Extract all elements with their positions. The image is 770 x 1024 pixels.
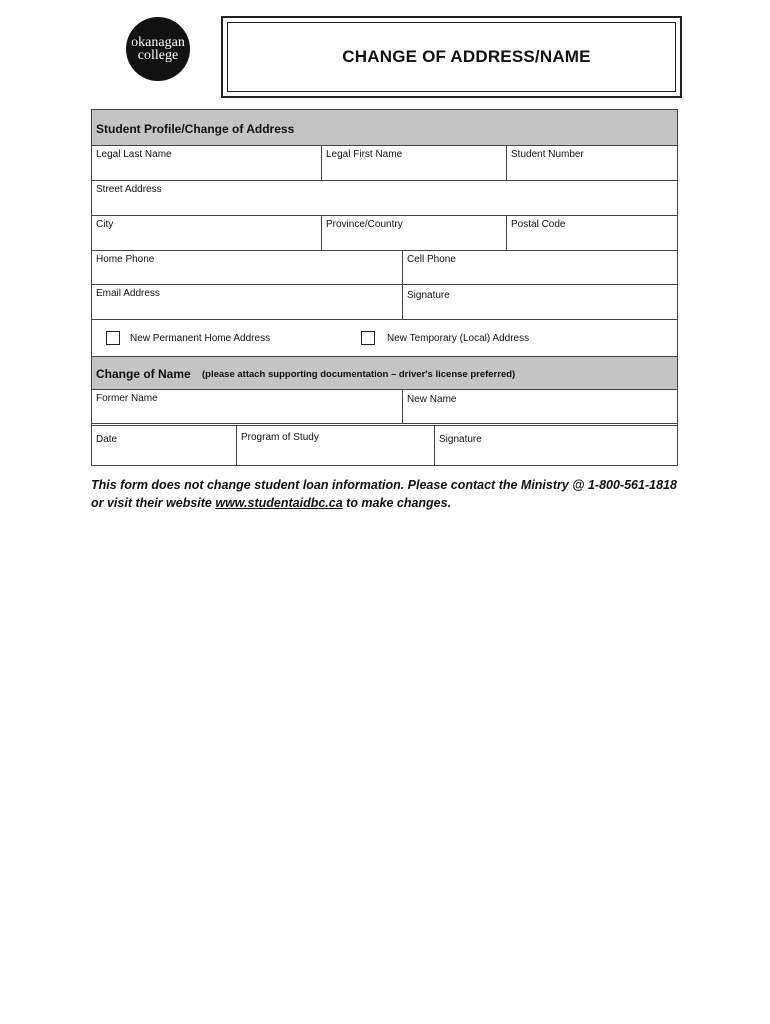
date-program-row [92, 426, 677, 465]
city-label: City [96, 219, 114, 230]
legal-last-name-label: Legal Last Name [96, 149, 172, 160]
legal-last-name-field[interactable] [92, 146, 321, 180]
former-name-label: Former Name [96, 393, 158, 404]
permanent-address-label: New Permanent Home Address [130, 333, 271, 344]
email-address-label: Email Address [96, 288, 160, 299]
footer-note [91, 476, 691, 512]
college-logo [126, 17, 190, 81]
change-form [91, 109, 678, 466]
temporary-address-checkbox[interactable] [361, 331, 375, 345]
city-row [92, 216, 677, 251]
program-of-study-field[interactable] [236, 426, 434, 465]
profile-section-header [92, 110, 677, 146]
address-type-row [92, 320, 677, 356]
postal-code-field[interactable] [506, 216, 677, 250]
name-number-row [92, 146, 677, 181]
new-name-field[interactable] [402, 390, 677, 423]
home-phone-label: Home Phone [96, 254, 155, 265]
logo-line-1: okanagan [131, 35, 185, 50]
name-section-title: Change of Name [96, 367, 191, 381]
email-signature-row [92, 285, 677, 320]
date-field[interactable] [92, 426, 236, 465]
cell-phone-label: Cell Phone [407, 254, 456, 265]
footer-note-text: This form does not change student loan information. Please contact the Ministry @ 1-800-561-1818 or visit their website [91, 478, 677, 510]
new-name-label: New Name [407, 394, 457, 405]
studentaid-link[interactable]: www.studentaidbc.ca [215, 496, 343, 510]
date-label: Date [96, 434, 118, 445]
street-address-field[interactable] [92, 181, 677, 215]
home-phone-field[interactable] [92, 251, 402, 284]
former-new-name-row [92, 390, 677, 426]
city-field[interactable] [92, 216, 321, 250]
page-title: CHANGE OF ADDRESS/NAME [342, 47, 591, 66]
postal-code-label: Postal Code [511, 219, 566, 230]
legal-first-name-field[interactable] [321, 146, 506, 180]
profile-section-title: Student Profile/Change of Address [96, 122, 295, 136]
signature-field[interactable] [402, 285, 677, 319]
program-of-study-label: Program of Study [241, 432, 319, 443]
permanent-address-checkbox[interactable] [106, 331, 120, 345]
title-box [221, 16, 682, 98]
logo-line-2: college [137, 48, 179, 63]
phone-row [92, 251, 677, 285]
signature-label: Signature [407, 290, 450, 301]
temporary-address-label: New Temporary (Local) Address [387, 333, 530, 344]
province-country-field[interactable] [321, 216, 506, 250]
student-number-field[interactable] [506, 146, 677, 180]
student-number-label: Student Number [511, 149, 584, 160]
name-section-note: (please attach supporting documentation – driver's license preferred) [202, 369, 516, 380]
email-address-field[interactable] [92, 285, 402, 319]
former-name-field[interactable] [92, 390, 402, 423]
legal-first-name-label: Legal First Name [326, 149, 403, 160]
footer-note-end: to make changes. [342, 496, 452, 510]
street-address-label: Street Address [96, 184, 162, 195]
street-address-row [92, 181, 677, 216]
cell-phone-field[interactable] [402, 251, 677, 284]
name-signature-label: Signature [439, 434, 482, 445]
province-country-label: Province/Country [326, 219, 403, 230]
name-section-header [92, 356, 677, 390]
name-signature-field[interactable] [434, 426, 677, 465]
